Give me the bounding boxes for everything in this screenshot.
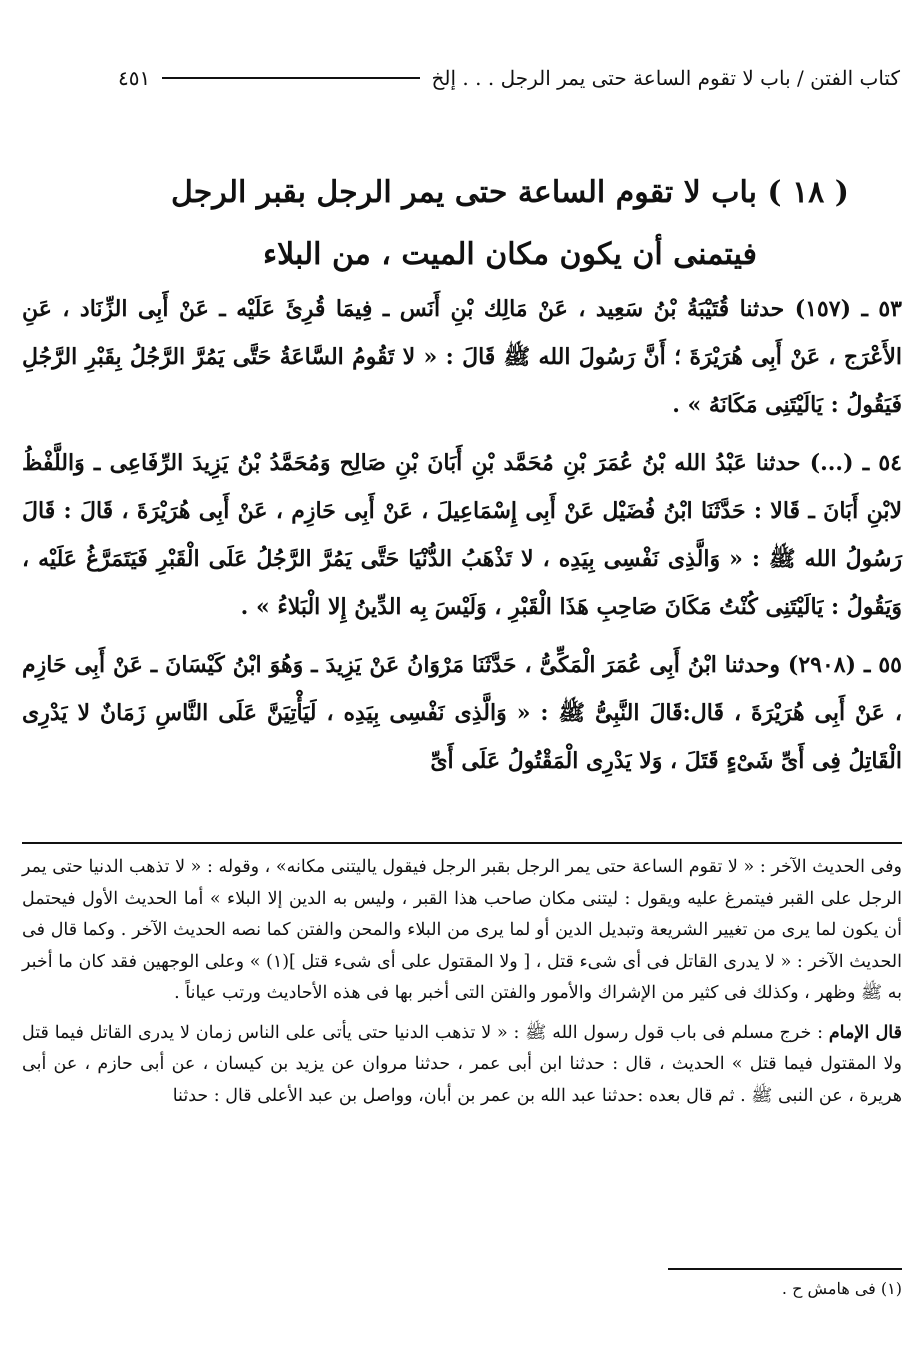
footnote-rule <box>668 1268 902 1270</box>
commentary <box>22 852 902 1120</box>
page-number: ٤٥١ <box>118 66 151 90</box>
commentary-divider <box>22 842 902 844</box>
commentary-lead: قال الإمام <box>828 1022 902 1043</box>
running-header <box>118 58 900 98</box>
hadith-body: (٢٩٠٨) وحدثنا ابْنُ أَبِى عُمَرَ الْمَكِّىُّ ، حَدَّثَنَا مَرْوَانُ عَنْ يَزِيدَ ـ وَهُوَ ابْنُ كَيْسَانَ ـ عَنْ أَبِى حَازِم ، عَنْ أَبِى هُرَيْرَةَ ، قَال:قَالَ النَّبِىُّ ﷺ : « وَالَّذِى نَفْسِى بِيَدِه ، لَيَأْتِيَنَّ عَلَى النَّاسِ زَمَانٌ لا يَدْرِى الْقَاتِلُ فِى أَىِّ شَىْءٍ قَتَلَ ، وَلا يَدْرِى الْمَقْتُولُ عَلَى أَىِّ <box>22 652 902 774</box>
header-rule <box>162 77 419 79</box>
commentary-paragraph: وفى الحديث الآخر : « لا تقوم الساعة حتى يمر الرجل بقبر الرجل فيقول ياليتنى مكانه» ، وقوله : « لا تذهب الدنيا حتى يمر الرجل على القبر فيتمرغ عليه ويقول : ليتنى مكان صاحب هذا القبر ، وليس به الدين إلا البلاء » أما الحديث الأول فيحتمل أن يكون لما يرى من تغيير الشريعة وتبديل الدين أو لما يرى من البلاء والمحن والفتن كما نصه الحديث الآخر . وكما قال فى الحديث الآخر : « لا يدرى القاتل فى أى شىء قتل ، [ ولا المقتول على أى شىء قتل ](١) » وعلى الوجهين فقد كان ما أخبر به ﷺ وظهر ، وكذلك فى كثير من الإشراك والأمور والفتن التى أخبر بها فى هذه الأحاديث ورتب عياناً . <box>22 857 902 1003</box>
hadith-body: (...) حدثنا عَبْدُ الله بْنُ عُمَرَ بْنِ مُحَمَّد بْنِ أَبَانَ بْنِ صَالِح وَمُحَمَّدُ بْنُ يَزِيدَ الرِّفَاعِى ـ وَاللَّفْظُ لابْنِ أَبَانَ ـ قَالا : حَدَّثَنَا ابْنُ فُضَيْل عَنْ أَبِى إِسْمَاعِيلَ ، عَنْ أَبِى حَازِم ، عَنْ أَبِى هُرَيْرَةَ ، قَالَ : قَالَ رَسُولُ الله ﷺ : « وَالَّذِى نَفْسِى بِيَدِه ، لا تَذْهَبُ الدُّنْيَا حَتَّى يَمُرَّ الرَّجُلُ عَلَى الْقَبْرِ فَيَتَمَرَّغُ عَلَيْه ، وَيَقُولُ : يَالَيْتَنِى كُنْتُ مَكَانَ صَاحِبِ هَذَا الْقَبْرِ ، وَلَيْسَ بِه الدِّينُ إِلا الْبَلاءُ » . <box>22 450 902 620</box>
hadith-number: ٥٤ ـ <box>862 450 902 476</box>
hadith-text <box>22 285 902 795</box>
hadith-53 <box>22 285 902 429</box>
hadith-body: (١٥٧) حدثنا قُتَيْبَةُ بْنُ سَعِيد ، عَنْ مَالِك بْنِ أَنَس ـ فِيمَا قُرِئَ عَلَيْه ـ عَنْ أَبِى الزِّنَاد ، عَنِ الأَعْرَج ، عَنْ أَبِى هُرَيْرَةَ ؛ أَنَّ رَسُولَ الله ﷺ قَالَ : « لا تَقُومُ السَّاعَةُ حَتَّى يَمُرَّ الرَّجُلُ بِقَبْرِ الرَّجُلِ فَيَقُولُ : يَالَيْتَنِى مَكَانَهُ » . <box>22 296 902 418</box>
hadith-number: ٥٥ ـ <box>863 652 902 678</box>
chapter-title-line-2: فيتمنى أن يكون مكان الميت ، من البلاء <box>262 237 758 272</box>
commentary-paragraph-imam <box>22 1018 902 1113</box>
chapter-title-line-1: ( ١٨ ) باب لا تقوم الساعة حتى يمر الرجل بقبر الرجل <box>171 175 849 210</box>
commentary-body: : خرج مسلم فى باب قول رسول الله ﷺ : « لا تذهب الدنيا حتى يأتى على الناس زمان لا يدرى القاتل فيما قتل ولا المقتول فيما قتل » الحديث ، قال : حدثنا ابن أبى عمر ، حدثنا مروان عن يزيد بن كيسان ، عن أبى حازم ، عن أبى هريرة ، عن النبى ﷺ . ثم قال بعده :حدثنا عبد الله بن عمر بن أبان، وواصل بن عبد الأعلى قال : حدثنا <box>22 1022 902 1106</box>
hadith-55 <box>22 641 902 785</box>
hadith-54 <box>22 439 902 631</box>
chapter-title <box>120 162 900 286</box>
footnote: (١) فى هامش ح . <box>781 1279 902 1298</box>
running-title: كتاب الفتن / باب لا تقوم الساعة حتى يمر الرجل . . . إلخ <box>431 66 900 90</box>
hadith-number: ٥٣ ـ <box>861 296 902 322</box>
